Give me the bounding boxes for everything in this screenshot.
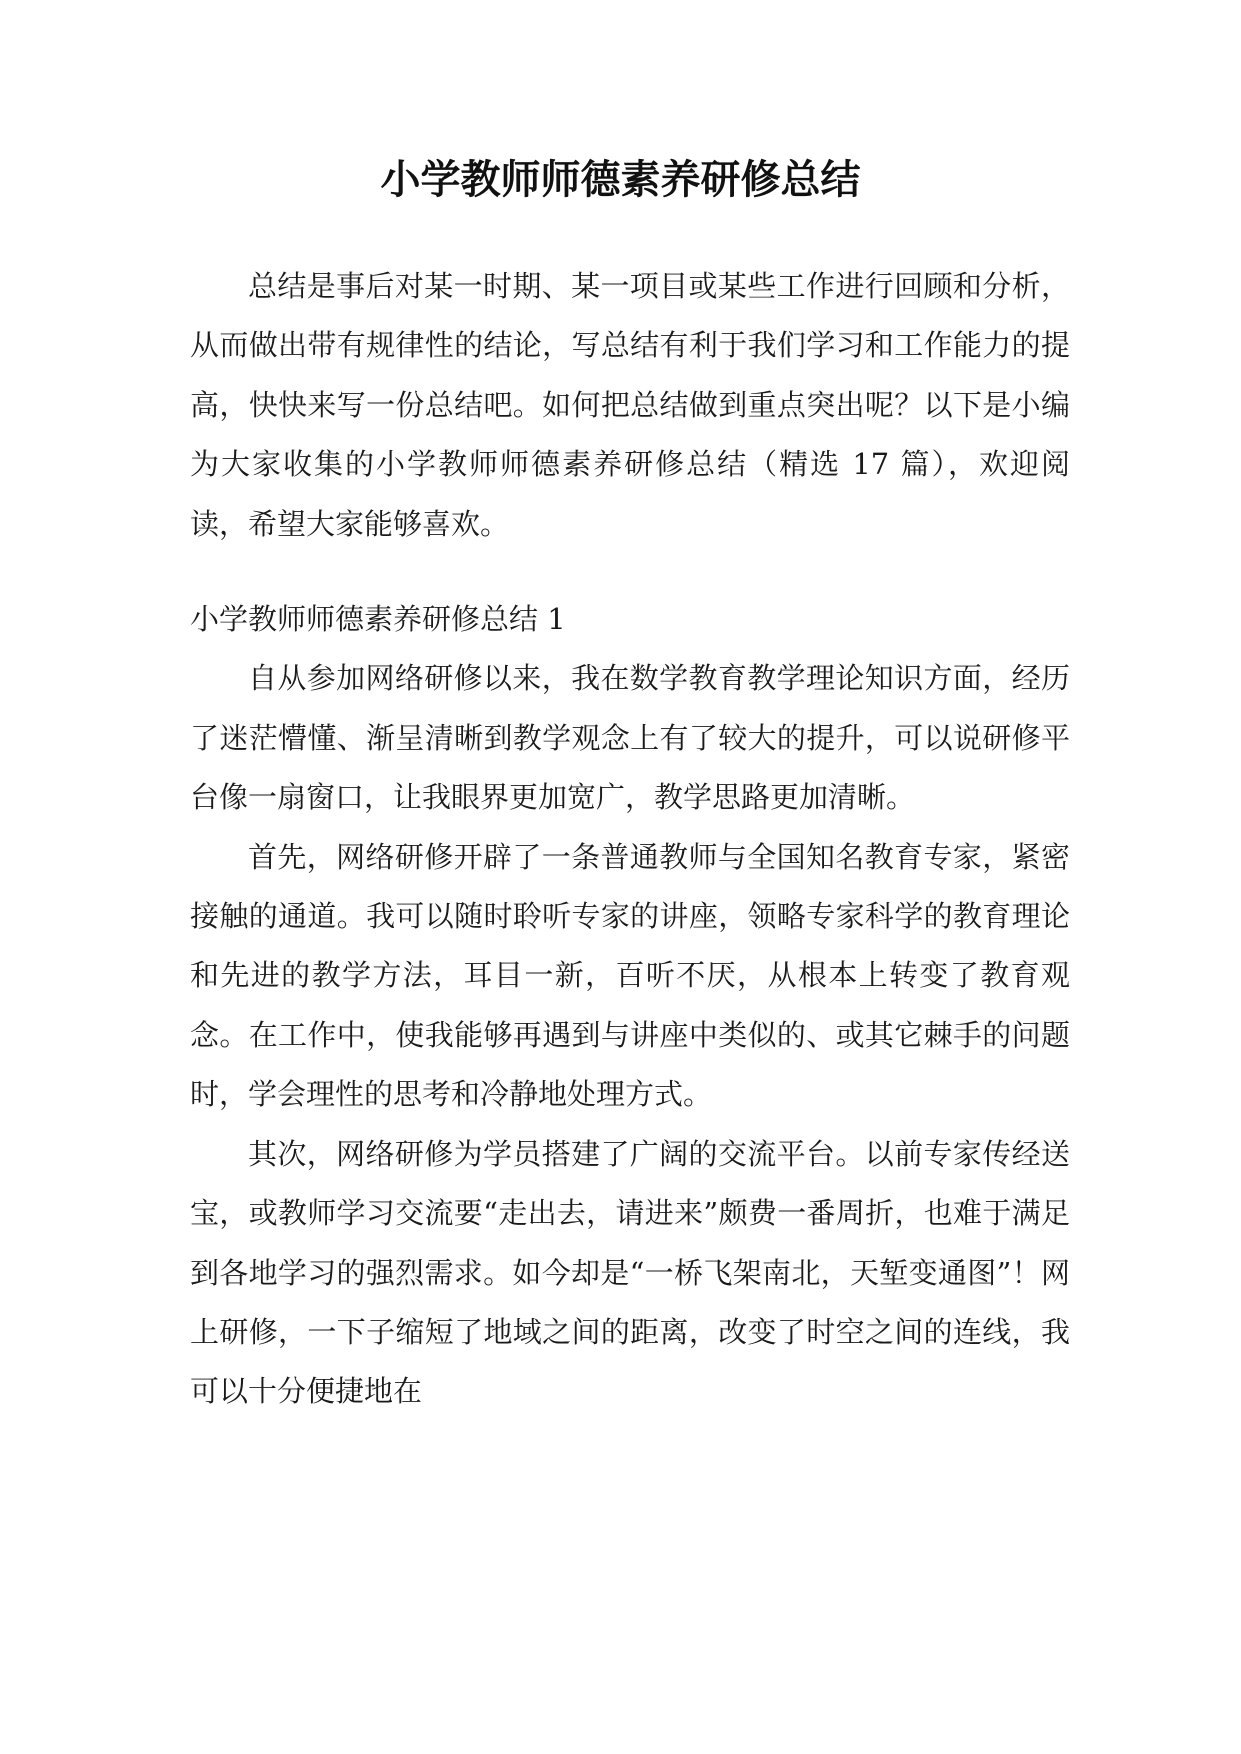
intro-paragraph: 总结是事后对某一时期、某一项目或某些工作进行回顾和分析，从而做出带有规律性的结论，写总结有利于我们学习和工作能力的提高，快快来写一份总结吧。如何把总结做到重点突出呢？以下是小编为大家收集的小学教师师德素养研修总结（精选 17 篇），欢迎阅读，希望大家能够喜欢。 <box>190 269 1070 541</box>
body-paragraph-3: 其次，网络研修为学员搭建了广阔的交流平台。以前专家传经送宝，或教师学习交流要“走出去，请进来”颇费一番周折，也难于满足到各地学习的强烈需求。如今却是“一桥飞架南北，天堑变通图”！网上研修，一下子缩短了地域之间的距离，改变了时空之间的连线，我可以十分便捷地在 <box>190 1136 1070 1409</box>
body-paragraph-2: 首先，网络研修开辟了一条普通教师与全国知名教育专家，紧密接触的通道。我可以随时聆听专家的讲座，领略专家科学的教育理论和先进的教学方法，耳目一新，百听不厌，从根本上转变了教育观念。在工作中，使我能够再遇到与讲座中类似的、或其它棘手的问题时，学会理性的思考和冷静地处理方式。 <box>190 839 1070 1112</box>
section-heading: 小学教师师德素养研修总结 1 <box>190 602 566 637</box>
document-body <box>190 257 1070 1422</box>
document-title: 小学教师师德素养研修总结 <box>380 157 861 203</box>
body-paragraph-1: 自从参加网络研修以来，我在数学教育教学理论知识方面，经历了迷茫懵懂、渐呈清晰到教学观念上有了较大的提升，可以说研修平台像一扇窗口，让我眼界更加宽广，教学思路更加清晰。 <box>190 661 1070 815</box>
